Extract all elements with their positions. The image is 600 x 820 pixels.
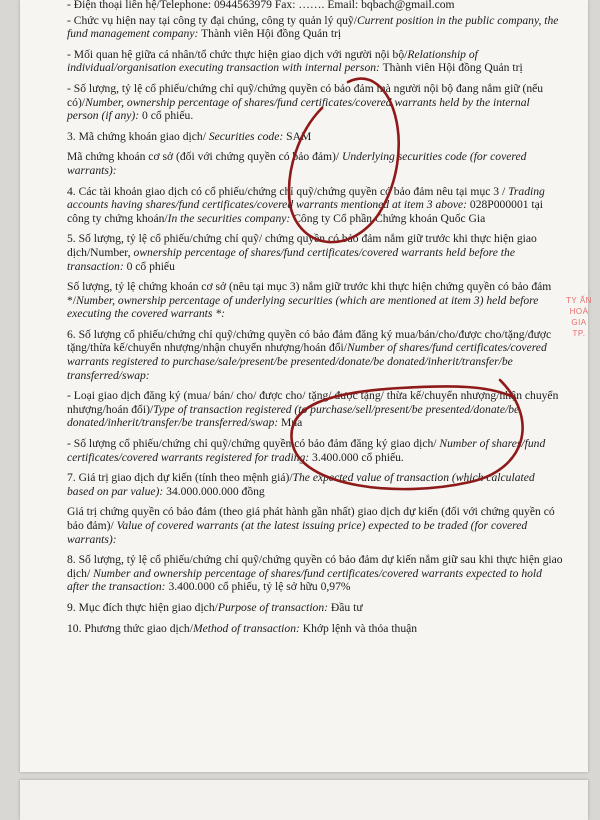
item-8-holding-after [67,553,563,594]
relationship-label-en: Relationship of individual/organisation executing transaction with internal person: [67,47,478,75]
item-7-covered-warrant-value [67,505,563,546]
position-value: Thành viên Hội đồng Quản trị [198,27,342,41]
next-page-edge [20,780,588,820]
internal-holding-label: - Số lượng, tỷ lệ cổ phiếu/chứng chỉ quỹ/chứng quyền có bảo đảm mà người nội bộ đang nắm giữ (nếu có)/ [67,81,544,109]
item-9-label: 9. Mục đích thực hiện giao dịch/ [67,600,218,614]
item-10-value: Khớp lệnh và thỏa thuận [299,621,418,635]
item-9-value: Đầu tư [328,600,363,614]
item-8-label-en: Number and ownership percentage of shares/fund certificates/covered warrants expected to hold after the transaction: [67,566,542,594]
item-10-label-en: Method of transaction: [192,621,300,635]
phone-line: - Điện thoại liên hệ/Telephone: 0944563979 Fax: ……. Email: bqbach@gmail.com [67,0,455,11]
item-4-account: 028P000001 tại công ty chứng khoán/ [67,198,544,225]
red-stamp-fragment [564,295,594,339]
document-page [20,0,588,772]
relationship-value: Thành viên Hội đồng Quản trị [379,61,523,75]
item-3-label-en: Securities code: [208,129,284,143]
item-3-underlying-code [67,150,563,177]
item-4-label-en: Trading accounts having shares/fund certificates/covered warrants mentioned at item 3 above: [67,184,545,212]
internal-holding-value: 0 cổ phiếu. [139,109,194,123]
item-6-transaction-type [67,389,563,430]
position-label-en: Current position in the public company, the fund management company: [67,13,559,41]
stamp-text: TY ẤN HOÁ GIA TP. [566,296,592,338]
item-5-underlying-holding [67,280,563,321]
item-3-label: 3. Mã chứng khoán giao dịch/ [67,129,209,143]
internal-holding-field [67,82,563,123]
item-4-company-label-en: In the securities company: [167,211,291,225]
item-5-holding-before [67,232,563,273]
item-6-type-label-en: Type of transaction registered (to purchase/sell/present/be presented/donate/be donated/inherit/transfer/be transferred/swap: [67,402,520,430]
item-7-expected-value [67,471,563,498]
item-5-underlying-label-en: Number, ownership percentage of underlying securities (which are mentioned at item 3) held before executing the covered warrants *: [67,293,539,321]
item-6-label: 6. Số lượng cổ phiếu/chứng chỉ quỹ/chứng quyền có bảo đảm đăng ký mua/bán/cho/được cho/tặng/được tặng/thừa kế/chuyển nhượng/nhận chuyển nhượng/hoán đổi/ [67,327,552,355]
item-4-trading-accounts [67,185,563,226]
item-6-count-label-en: Number of shares/fund certificates/covered warrants registered for trading: [67,437,546,464]
item-7-cw-label-en: Value of covered warrants (at the latest issuing price) expected to be traded (for covered warrants): [67,519,528,546]
item-8-label: 8. Số lượng, tỷ lệ cổ phiếu/chứng chỉ quỹ/chứng quyền có bảo đảm dự kiến nắm giữ sau khi thực hiện giao dịch/ [67,553,563,580]
item-9-purpose [67,601,563,615]
item-5-value: 0 cổ phiếu [123,259,175,273]
item-7-value: 34.000.000.000 đồng [163,484,265,498]
item-10-method [67,622,563,636]
item-6-registered-quantity [67,328,563,382]
item-3-value: SAM [283,129,312,143]
item-4-label: 4. Các tài khoản giao dịch có cổ phiếu/chứng chỉ quỹ/chứng quyền có bảo đảm nêu tại mục 3 / [67,184,509,198]
item-4-company: Công ty Cổ phần Chứng khoán Quốc Gia [290,211,486,225]
item-6-type-value: Mua [278,416,303,430]
item-7-label-en: The expected value of transaction (which calculated based on par value): [67,471,535,498]
document-body [67,0,563,642]
item-3-underlying-label-en: Underlying securities code (for covered warrants): [67,150,527,177]
item-10-label: 10. Phương thức giao dịch/ [67,621,193,635]
item-9-label-en: Purpose of transaction: [217,600,328,614]
item-6-label-en: Number of shares/fund certificates/covered warrants registered to purchase/sale/present/be presented/donate/be donated/inherit/transfer/be transferred/swap: [67,341,547,382]
item-7-label: 7. Giá trị giao dịch dự kiến (tính theo mệnh giá)/ [67,471,293,485]
item-5-underlying-label: Số lượng, tỷ lệ chứng khoán cơ sở (nêu tại mục 3) nắm giữ trước khi thực hiện chứng quyền có bảo đảm */ [67,280,552,307]
item-3-underlying-label: Mã chứng khoán cơ sở (đối với chứng quyền có bảo đảm)/ [67,150,343,164]
item-5-label-en: ownership percentage of shares/fund certificates/covered warrants held before the transaction: [67,245,515,273]
item-6-count-label: - Số lượng cổ phiếu/chứng chỉ quỹ/chứng quyền có bảo đảm đăng ký giao dịch/ [67,437,440,451]
relationship-field [67,48,563,75]
internal-holding-label-en: Number, ownership percentage of shares/fund certificates/covered warrants held by the internal person (if any): [67,95,530,123]
item-7-cw-label: Giá trị chứng quyền có bảo đảm (theo giá phát hành gần nhất) giao dịch dự kiến (đối với chứng quyền có bảo đảm)/ [67,505,555,532]
item-5-label: 5. Số lượng, tỷ lệ cổ phiếu/chứng chỉ quỹ/ chứng quyền có bảo đảm nắm giữ trước khi thực hiện giao dịch/Number, [67,232,537,259]
position-label: - Chức vụ hiện nay tại công ty đại chúng, công ty quản lý quỹ/ [67,13,357,27]
item-8-value: 3.400.000 cổ phiếu, tỷ lệ sở hữu 0,97% [165,580,351,594]
item-6-type-label: - Loại giao dịch đăng ký (mua/ bán/ cho/ được cho/ tặng/ được tặng/ thừa kế/chuyển nhượng/nhận chuyển nhượng/hoán đổi)/ [67,389,559,416]
item-6-count-value: 3.400.000 cổ phiếu. [309,450,404,464]
position-field [67,14,563,41]
item-6-registered-count [67,437,563,464]
relationship-label: - Mối quan hệ giữa cá nhân/tổ chức thực hiện giao dịch với người nội bộ/ [67,47,408,61]
item-3-securities-code [67,130,563,144]
